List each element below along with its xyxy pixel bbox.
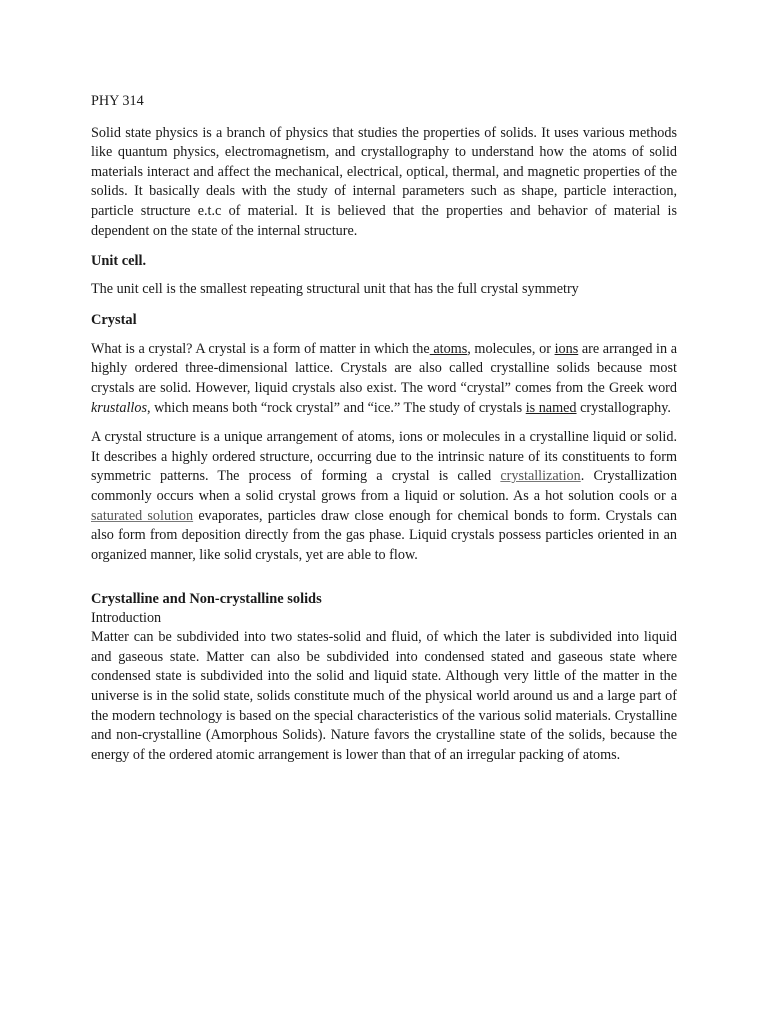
crystal-paragraph-1 [91, 340, 677, 418]
unit-cell-heading: Unit cell. [91, 253, 147, 270]
saturated-solution-link[interactable]: saturated solution [91, 507, 194, 524]
intro-paragraph: Solid state physics is a branch of physics that studies the properties of solids. It uses various methods like quantum physics, electromagnetism, and crystallography to understand how the atoms of solid materials interact and affect the mechanical, electrical, optical, thermal, and magnetic properties of the solids. It basically deals with the study of internal parameters such as shape, particle interaction, particle structure e.t.c of material. It is believed that the properties and behavior of material is dependent on the state of the internal structure. [91, 124, 677, 239]
crystallization-link[interactable]: crystallization [500, 468, 581, 485]
crystal-p1-text-1: What is a crystal? A crystal is a form of matter in which the [91, 340, 430, 357]
document-content [91, 92, 677, 765]
ions-link[interactable]: ions [554, 340, 579, 357]
solids-heading: Crystalline and Non-crystalline solids [91, 591, 322, 608]
is-named-link[interactable]: is named [525, 399, 577, 416]
crystal-heading: Crystal [91, 311, 137, 328]
atoms-link[interactable]: atoms [429, 340, 468, 357]
krustallos-term: krustallos [91, 399, 147, 416]
crystal-paragraph-2 [91, 428, 677, 565]
course-code: PHY 314 [91, 93, 144, 109]
crystal-p1-text-4: , which means both “rock crystal” and “ice.” The study of crystals [146, 399, 526, 416]
crystal-p1-text-5: crystallography. [576, 399, 671, 416]
crystal-p1-text-3: are arranged in a highly ordered three-dimensional lattice. Crystals are also called crystalline solids because most crystals are solid. However, liquid crystals also exist. The word “crystal” comes from the Greek word [91, 340, 678, 396]
introduction-subheading: Introduction [91, 610, 162, 627]
solids-paragraph: Matter can be subdivided into two states-solid and fluid, of which the later is subdivided into liquid and gaseous state. Matter can also be subdivided into condensed stated and gaseous state where condensed state is subdivided into the solid and liquid state. Although very little of the matter in the universe is in the solid state, solids constitute much of the physical world around us and a large part of the modern technology is based on the special characteristics of the various solid materials. Crystalline and non-crystalline (Amorphous Solids). Nature favors the crystalline state of the solids, because the energy of the ordered atomic arrangement is lower than that of an irregular packing of atoms. [91, 629, 677, 763]
crystal-p2-text-2: . Crystallization commonly occurs when a solid crystal grows from a liquid or solution. As a hot solution cools or a [91, 468, 677, 504]
crystal-p2-text-3: evaporates, particles draw close enough for chemical bonds to form. Crystals can also form from deposition directly from the gas phase. Liquid crystals possess particles oriented in an organized manner, like solid crystals, yet are able to flow. [91, 507, 677, 563]
unit-cell-paragraph: The unit cell is the smallest repeating structural unit that has the full crystal symmetry [91, 281, 579, 298]
crystal-p2-text-1: A crystal structure is a unique arrangement of atoms, ions or molecules in a crystalline liquid or solid. It describes a highly ordered structure, occurring due to the intrinsic nature of its constituents to form symmetric patterns. The process of forming a crystal is called [91, 429, 677, 485]
crystal-p1-text-2: , molecules, or [467, 340, 555, 357]
